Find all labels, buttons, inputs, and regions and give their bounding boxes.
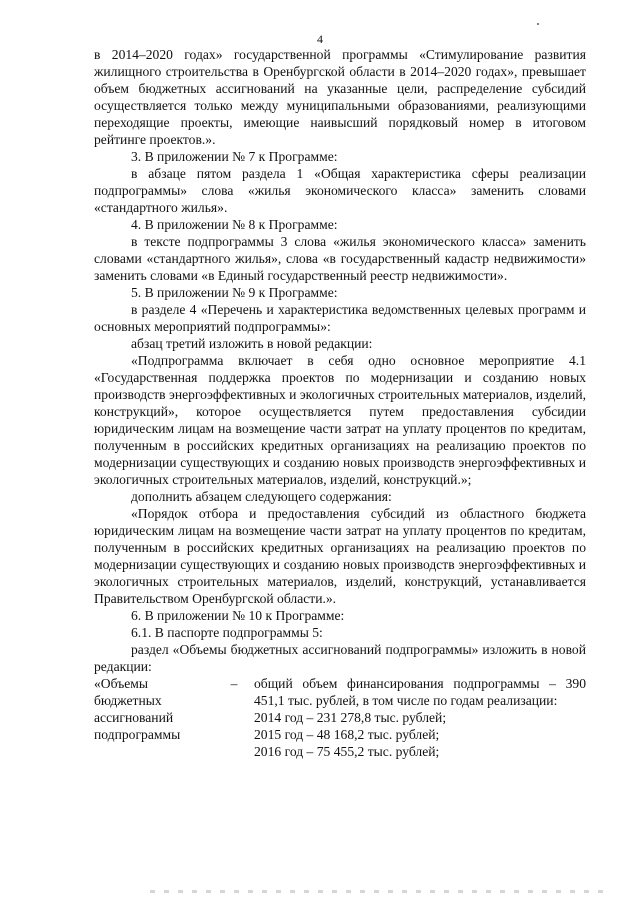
paragraph-6: 5. В приложении № 9 к Программе: — [131, 285, 338, 300]
passport-table — [94, 675, 586, 760]
passport-label-line: подпрограммы — [94, 727, 181, 742]
passport-label-line: бюджетных — [94, 693, 162, 708]
passport-value-year: 2014 год – 231 278,8 тыс. рублей; — [254, 710, 447, 725]
paragraph-3: в абзаце пятом раздела 1 «Общая характеристика сферы реализации подпрограммы» слова «жилья экономического класса» заменить словами «стандартного жилья». — [94, 166, 586, 215]
passport-label-column — [94, 675, 214, 760]
scan-dot-mark — [537, 23, 539, 25]
paragraph-1: в 2014–2020 годах» государственной программы «Стимулирование развития жилищного строительства в Оренбургской области в 2014–2020 годах», превышает объем бюджетных ассигнований на указанные цели, распределение субсидий осуществляется только между муниципальными образованиями, реализующими переходящие проекты, имеющие наивысший порядковый номер в итоговом рейтинге проектов.». — [94, 47, 586, 147]
paragraph-7: в разделе 4 «Перечень и характеристика ведомственных целевых программ и основных мероприятий подпрограммы»: — [94, 302, 586, 334]
passport-dash: – — [230, 676, 238, 691]
paragraph-14: раздел «Объемы бюджетных ассигнований подпрограммы» изложить в новой редакции: — [94, 642, 586, 674]
paragraph-8: абзац третий изложить в новой редакции: — [131, 336, 373, 351]
paragraph-11: «Порядок отбора и предоставления субсидий из областного бюджета юридическим лицам на возмещение части затрат на уплату процентов по кредитам, полученным в российских кредитных организациях на реализацию проектов по модернизации существующих и созданию новых производств энергоэффективных и экологичных строительных материалов, изделий, конструкций, устанавливается Правительством Оренбургской области.». — [94, 506, 586, 606]
paragraph-9: «Подпрограмма включает в себя одно основное мероприятие 4.1 «Государственная поддержка проектов по модернизации и созданию новых производств энергоэффективных и экологичных строительных материалов, изделий, конструкций», которое осуществляется путем предоставления субсидии юридическим лицам на возмещение части затрат на уплату процентов по кредитам, полученным в российских кредитных организациях на реализацию проектов по модернизации существующих и созданию новых производств энергоэффективных и экологичных строительных материалов, изделий, конструкций.»; — [94, 353, 586, 487]
passport-value-total: общий объем финансирования подпрограммы – 390 451,1 тыс. рублей, в том числе по годам реализации: — [254, 676, 586, 708]
scan-footer-artifact — [150, 890, 610, 893]
paragraph-13: 6.1. В паспорте подпрограммы 5: — [131, 625, 323, 640]
paragraph-2: 3. В приложении № 7 к Программе: — [131, 149, 338, 164]
paragraph-12: 6. В приложении № 10 к Программе: — [131, 608, 345, 623]
passport-label-line: ассигнований — [94, 710, 174, 725]
paragraph-4: 4. В приложении № 8 к Программе: — [131, 217, 338, 232]
passport-label-line: «Объемы — [94, 676, 148, 691]
document-body — [94, 46, 586, 760]
paragraph-10: дополнить абзацем следующего содержания: — [131, 489, 392, 504]
page-number: 4 — [317, 32, 323, 46]
passport-value-column — [254, 675, 586, 760]
passport-value-year: 2015 год – 48 168,2 тыс. рублей; — [254, 727, 440, 742]
passport-value-year: 2016 год – 75 455,2 тыс. рублей; — [254, 744, 440, 759]
paragraph-5: в тексте подпрограммы 3 слова «жилья экономического класса» заменить словами «стандартного жилья», слова «в государственный кадастр недвижимости» заменить словами «в Единый государственный реестр недвижимости». — [94, 234, 586, 283]
